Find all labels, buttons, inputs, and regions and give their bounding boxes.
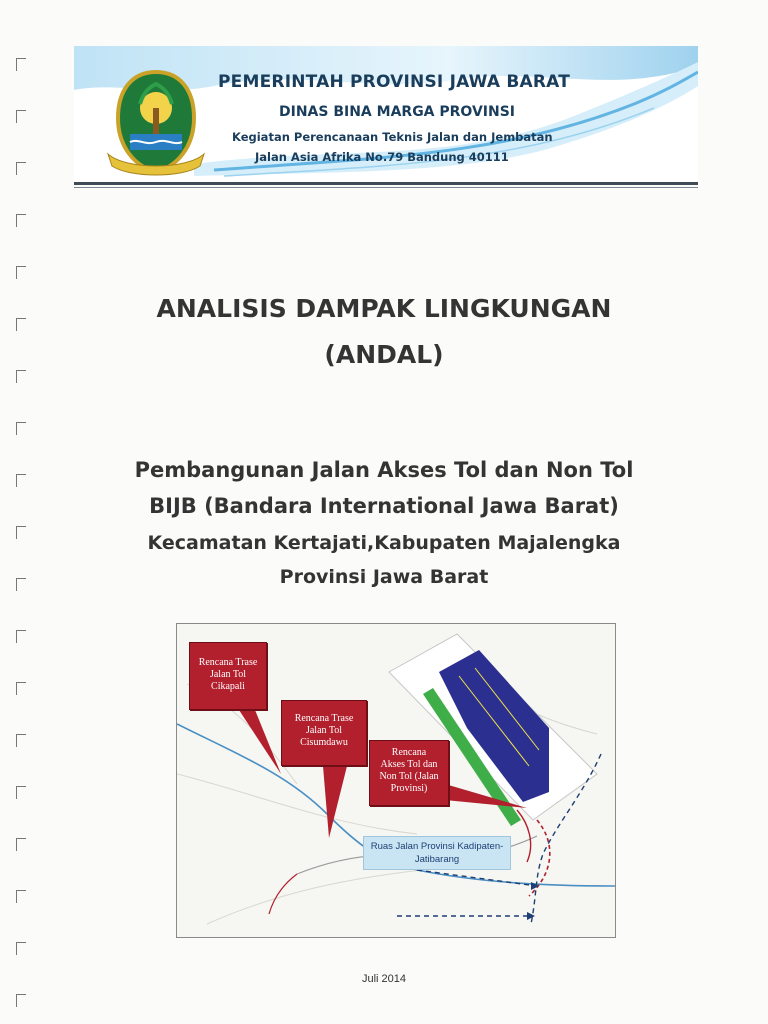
callout-access-line1: Rencana — [391, 747, 427, 758]
callout-cisumdawu — [281, 700, 367, 766]
agency-address: Jalan Asia Afrika No.79 Bandung 40111 — [255, 150, 509, 164]
callout-cikapali-line1: Rencana Trase — [198, 657, 258, 668]
callout-cikapali — [189, 642, 267, 710]
callout-access-line4: Provinsi) — [390, 783, 428, 794]
letterhead-rule-thin — [74, 187, 698, 188]
document-date: Juli 2014 — [361, 973, 407, 985]
agency-name: DINAS BINA MARGA PROVINSI — [279, 104, 516, 120]
callout-access-road — [369, 740, 449, 806]
callout-access-line3: Non Tol (Jalan — [379, 771, 439, 782]
project-location-line1: Kecamatan Kertajati,Kabupaten Majalengka — [147, 532, 621, 554]
callout-access-line2: Akses Tol dan — [380, 759, 438, 770]
binding-marks — [16, 30, 30, 1020]
letterhead — [74, 46, 698, 184]
letterhead-rule — [74, 182, 698, 185]
callout-cisumdawu-line2: Jalan Tol — [305, 725, 343, 736]
document-title-abbrev: (ANDAL) — [324, 340, 444, 369]
document-title: ANALISIS DAMPAK LINGKUNGAN — [156, 294, 612, 323]
project-location-line2: Provinsi Jawa Barat — [279, 566, 489, 588]
road-label-line1: Ruas Jalan Provinsi Kadipaten- — [370, 841, 504, 852]
callout-cisumdawu-line1: Rencana Trase — [294, 713, 354, 724]
project-title-line2: BIJB (Bandara International Jawa Barat) — [149, 494, 619, 518]
callout-cisumdawu-line3: Cisumdawu — [300, 737, 348, 748]
callout-cikapali-line2: Jalan Tol — [209, 669, 247, 680]
west-java-emblem-icon — [106, 68, 206, 178]
road-label-kadipaten — [363, 836, 511, 870]
project-title-line1: Pembangunan Jalan Akses Tol dan Non Tol — [134, 458, 634, 482]
government-name: PEMERINTAH PROVINSI JAWA BARAT — [218, 72, 570, 92]
road-label-line2: Jatibarang — [414, 854, 460, 865]
site-map — [176, 623, 616, 938]
activity-name: Kegiatan Perencanaan Teknis Jalan dan Jembatan — [232, 130, 553, 144]
callout-cikapali-line3: Cikapali — [211, 681, 245, 692]
